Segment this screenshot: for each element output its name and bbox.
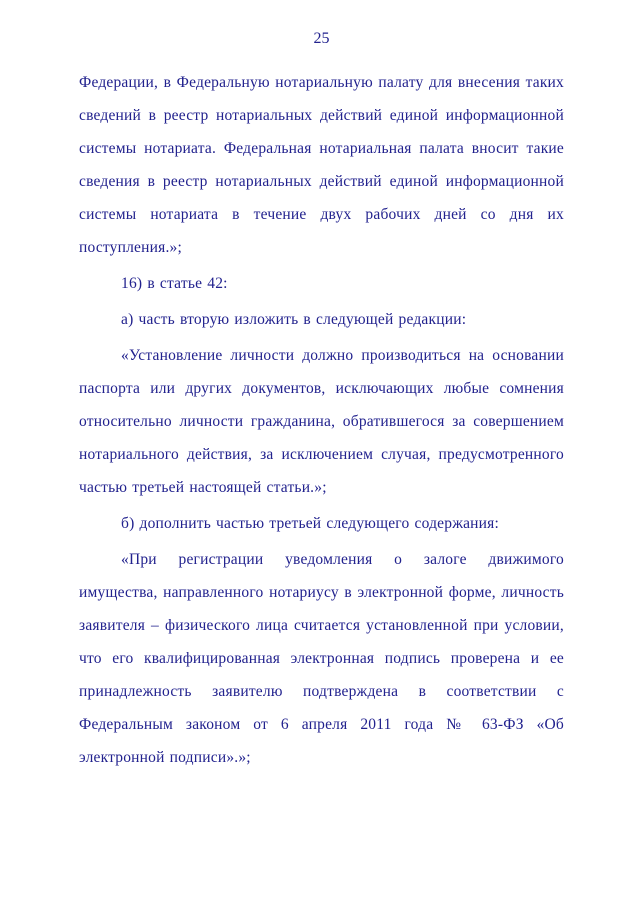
paragraph-item-16: 16) в статье 42: (121, 275, 228, 292)
document-body (79, 66, 564, 774)
paragraph-quoted-text-1: «Установление личности должно производиться на основании паспорта или других документов, исключающих любые сомнения относительно личности гражданина, обратившегося за совершением нотариального действия, за исключением случая, предусмотренного частью третьей настоящей статьи.»; (79, 347, 564, 496)
paragraph-quoted-text-2: «При регистрации уведомления о залоге движимого имущества, направленного нотариусу в электронной форме, личность заявителя – физического лица считается установленной при условии, что его квалифицированная электронная подпись проверена и ее принадлежность заявителю подтверждена в соответствии с Федеральным законом от 6 апреля 2011 года № 63-ФЗ «Об электронной подписи».»; (79, 551, 564, 766)
paragraph-continuation: Федерации, в Федеральную нотариальную палату для внесения таких сведений в реестр нотариальных действий единой информационной системы нотариата. Федеральная нотариальная палата вносит такие сведения в реестр нотариальных действий единой информационной системы нотариата в течение двух рабочих дней со дня их поступления.»; (79, 74, 564, 256)
page-number: 25 (313, 30, 330, 47)
paragraph-subitem-a: а) часть вторую изложить в следующей редакции: (121, 311, 467, 328)
paragraph-subitem-b: б) дополнить частью третьей следующего содержания: (121, 515, 500, 532)
